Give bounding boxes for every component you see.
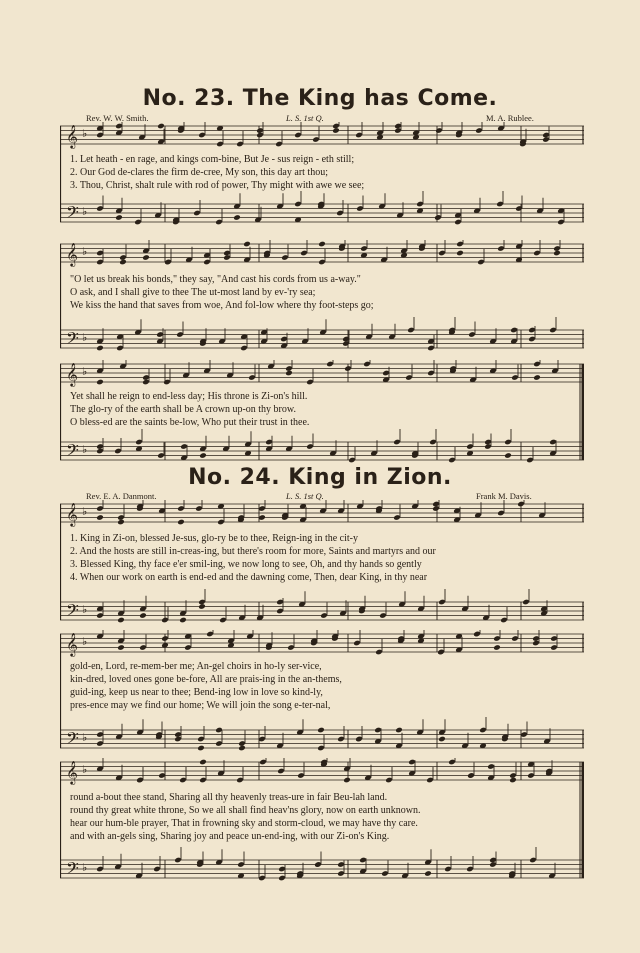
svg-text:♭: ♭ [82, 127, 88, 140]
svg-text:♭: ♭ [82, 245, 88, 258]
svg-text:♭: ♭ [82, 331, 88, 344]
hymn-24-s3-verse-1: round a-bout thee stand, Sharing all thy heavenly treas-ure in fair Beu-lah land. [70, 792, 388, 803]
hymn-24-s3-verse-4: and with an-gels sing, Sharing joy and peace un-end-ing, with our Zi-on's King. [70, 831, 390, 842]
svg-text:♭: ♭ [82, 443, 88, 456]
svg-text:𝄞: 𝄞 [66, 242, 78, 266]
svg-text:𝄢: 𝄢 [66, 202, 79, 226]
hymn-23-s1-verse-3: 3. Thou, Christ, shalt rule with rod of power, Thy might with awe we see; [70, 180, 365, 191]
hymn-24-s3-verse-3: hear our hum-ble prayer, That in frowning sky and storm-cloud, we may have thy care. [70, 818, 418, 829]
svg-text:𝄢: 𝄢 [66, 728, 79, 752]
svg-text:♭: ♭ [82, 861, 88, 874]
hymn-23-title: No. 23. The King has Come. [142, 86, 498, 111]
svg-text:♭: ♭ [82, 505, 88, 518]
hymn-23-s1-verse-2: 2. Our God de-clares the firm de-cree, My son, this day art thou; [70, 167, 328, 178]
svg-text:𝄞: 𝄞 [66, 760, 78, 784]
svg-text:♭: ♭ [82, 635, 88, 648]
svg-text:♭: ♭ [82, 731, 88, 744]
hymn-24-s2-verse-3: guid-ing, keep us near to thee; Bend-ing low in love so kind-ly, [70, 687, 323, 698]
hymn-23-s2-verse-1: "O let us break his bonds," they say, "And cast his cords from us a-way." [70, 274, 361, 285]
svg-text:♭: ♭ [82, 205, 88, 218]
hymn-24-s3-verse-2: round thy great white throne, So we all shall find heav'ns glory, now on earth unknown. [70, 805, 421, 816]
hymn-23-s3-verse-3: O bless-ed are the saints be-low, Who put their trust in thee. [70, 417, 310, 428]
hymn-23-author: Rev. W. W. Smith. [86, 113, 149, 123]
svg-text:𝄞: 𝄞 [66, 362, 78, 386]
hymn-24-meter: L. S. 1st Q. [286, 491, 324, 501]
hymn-23-s2-verse-2: O ask, and I shall give to thee The ut-most land by ev-'ry sea; [70, 287, 316, 298]
hymn-23-s3-verse-1: Yet shall he reign to end-less day; His throne is Zi-on's hill. [70, 391, 308, 402]
svg-text:𝄢: 𝄢 [66, 858, 79, 882]
svg-text:𝄞: 𝄞 [66, 124, 78, 148]
hymn-23-composer: M. A. Rublee. [486, 113, 534, 123]
svg-text:𝄞: 𝄞 [66, 632, 78, 656]
hymn-24-composer: Frank M. Davis. [476, 491, 532, 501]
hymn-24-s2-verse-4: pres-ence may we find our home; We will join the song e-ter-nal, [70, 700, 331, 711]
svg-text:𝄢: 𝄢 [66, 328, 79, 352]
svg-text:♭: ♭ [82, 365, 88, 378]
svg-text:𝄢: 𝄢 [66, 440, 79, 464]
hymn-24-s2-verse-1: gold-en, Lord, re-mem-ber me; An-gel choirs in ho-ly ser-vice, [70, 661, 322, 672]
hymn-24-s1-verse-4: 4. When our work on earth is end-ed and the dawning come, Then, dear King, in thy near [70, 572, 428, 583]
hymn-24-s1-verse-3: 3. Blessed King, thy face e'er smil-ing, we now long to see, Oh, and thy hands so gently [70, 559, 422, 570]
hymn-24-s2-verse-2: kin-dred, loved ones gone be-fore, All are prais-ing in the an-thems, [70, 674, 342, 685]
hymn-24-s1-verse-1: 1. King in Zi-on, blessed Je-sus, glo-ry be to thee, Reign-ing in the cit-y [70, 533, 359, 544]
hymn-24-author: Rev. E. A. Danmont. [86, 491, 157, 501]
svg-text:𝄢: 𝄢 [66, 600, 79, 624]
hymn-23-s3-verse-2: The glo-ry of the earth shall be A crown up-on thy brow. [70, 404, 296, 415]
hymn-23-meter: L. S. 1st Q. [286, 113, 324, 123]
svg-text:𝄞: 𝄞 [66, 502, 78, 526]
hymn-23-s1-verse-1: 1. Let heath - en rage, and kings com-bine, But Je - sus reign - eth still; [70, 154, 355, 165]
hymn-24-s1-verse-2: 2. And the hosts are still in-creas-ing, but there's room for more, Saints and martyrs and our [70, 546, 436, 557]
svg-text:♭: ♭ [82, 763, 88, 776]
hymn-23-s2-verse-3: We kiss the hand that saves from woe, And fol-low where thy foot-steps go; [70, 300, 374, 311]
svg-text:♭: ♭ [82, 603, 88, 616]
hymn-24-title: No. 24. King in Zion. [188, 465, 452, 490]
